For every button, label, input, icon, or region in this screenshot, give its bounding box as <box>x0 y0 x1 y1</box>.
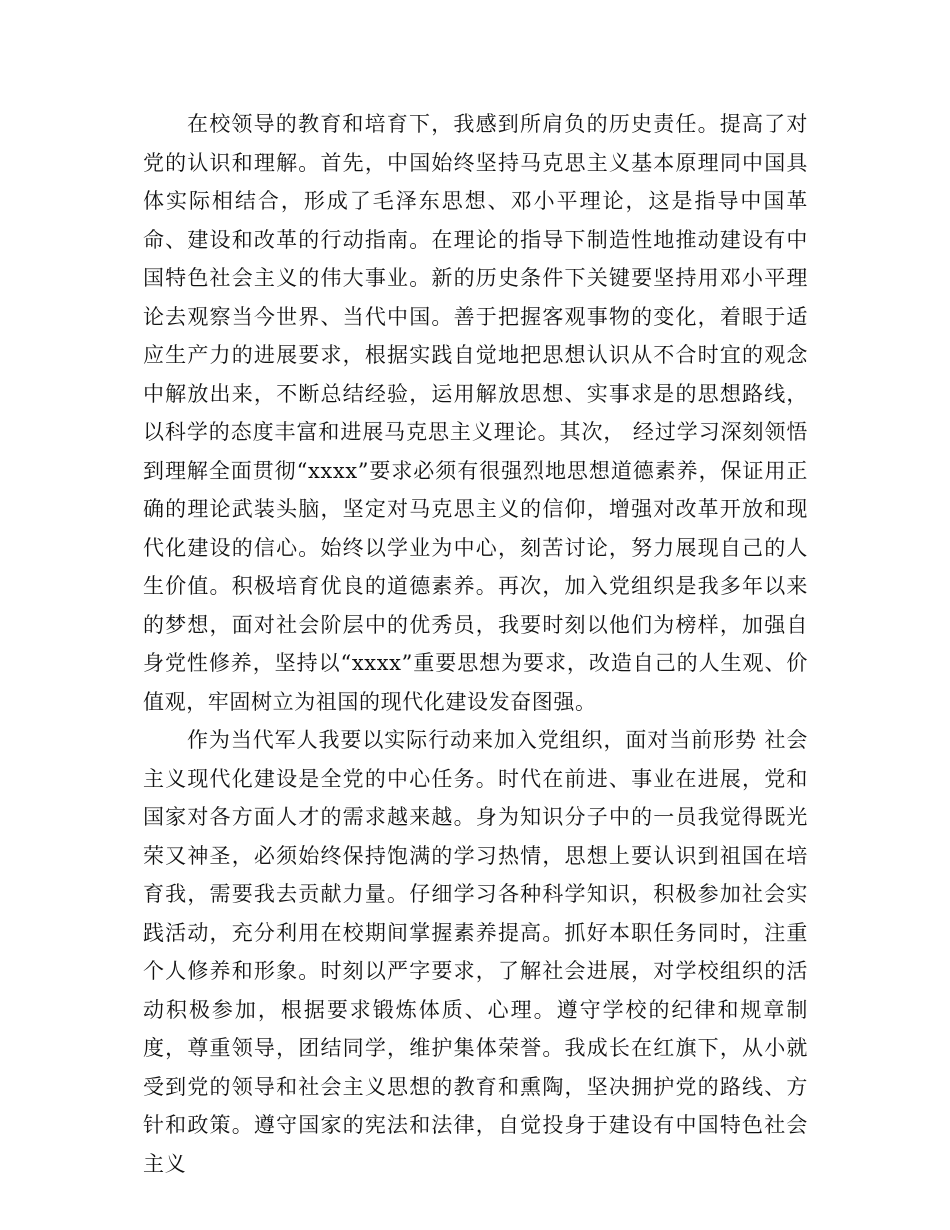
document-body <box>143 105 808 1183</box>
paragraph-2: 作为当代军人我要以实际行动来加入党组织，面对当前形势 社会主义现代化建设是全党的中心任务。时代在前进、事业在进展，党和国家对各方面人才的需求越来越。身为知识分子中的一员我觉得既光荣又神圣，必须始终保持饱满的学习热情，思想上要认识到祖国在培育我，需要我去贡献力量。仔细学习各种科学知识，积极参加社会实践活动，充分利用在校期间掌握素养提高。抓好本职任务同时，注重个人修养和形象。时刻以严字要求，了解社会进展，对学校组织的活动积极参加，根据要求锻炼体质、心理。遵守学校的纪律和规章制度，尊重领导，团结同学，维护集体荣誉。我成长在红旗下，从小就受到党的领导和社会主义思想的教育和熏陶，坚决拥护党的路线、方针和政策。遵守国家的宪法和法律，自觉投身于建设有中国特色社会主义 <box>143 728 808 1176</box>
paragraph-1: 在校领导的教育和培育下，我感到所肩负的历史责任。提高了对党的认识和理解。首先，中国始终坚持马克思主义基本原理同中国具体实际相结合，形成了毛泽东思想、邓小平理论，这是指导中国革命、建设和改革的行动指南。在理论的指导下制造性地推动建设有中国特色社会主义的伟大事业。新的历史条件下关键要坚持用邓小平理论去观察当今世界、当代中国。善于把握客观事物的变化，着眼于适应生产力的进展要求，根据实践自觉地把思想认识从不合时宜的观念中解放出来，不断总结经验，运用解放思想、实事求是的思想路线，以科学的态度丰富和进展马克思主义理论。其次， 经过学习深刻领悟到理解全面贯彻“xxxx”要求必须有很强烈地思想道德素养，保证用正确的理论武装头脑，坚定对马克思主义的信仰，增强对改革开放和现代化建设的信心。始终以学业为中心，刻苦讨论，努力展现自己的人生价值。积极培育优良的道德素养。再次，加入党组织是我多年以来的梦想，面对社会阶层中的优秀员，我要时刻以他们为榜样，加强自身党性修养，坚持以“xxxx”重要思想为要求，改造自己的人生观、价值观，牢固树立为祖国的现代化建设发奋图强。 <box>143 112 808 714</box>
